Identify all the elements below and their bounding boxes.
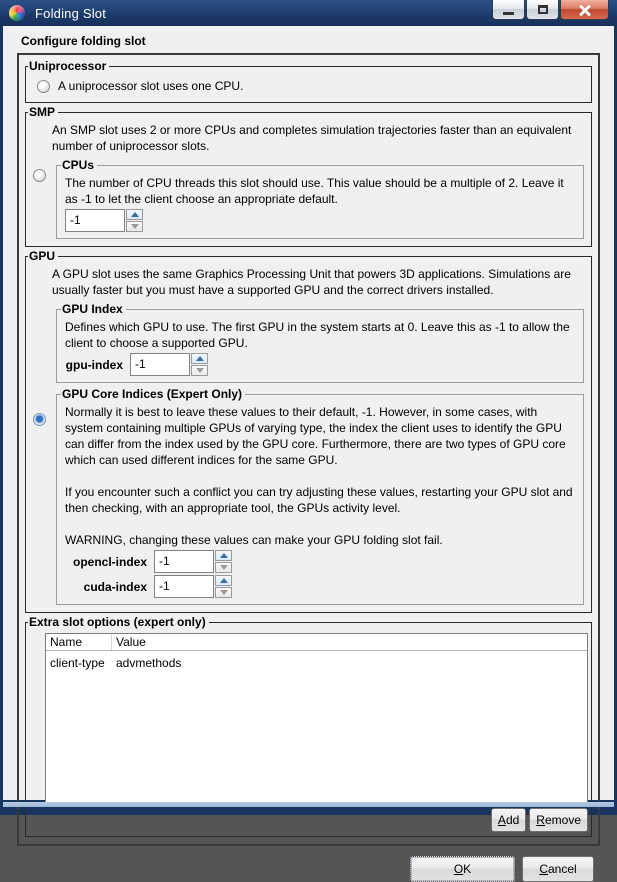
- cpus-subgroup: [56, 158, 584, 239]
- gpu-index-description: Defines which GPU to use. The first GPU in the system starts at 0. Leave this as -1 to allow the client to choose a supported GPU.: [65, 320, 570, 350]
- smp-radio[interactable]: [33, 169, 46, 182]
- uniprocessor-group: [25, 59, 592, 103]
- gpu-index-spinner: [130, 353, 208, 376]
- up-arrow-icon: [220, 578, 228, 583]
- option-value-cell[interactable]: advmethods: [116, 656, 182, 670]
- gpu-core-indices-subgroup-title: GPU Core Indices (Expert Only): [61, 387, 245, 401]
- remove-button[interactable]: R emove: [529, 808, 588, 832]
- opencl-spin-up-button[interactable]: [215, 550, 232, 561]
- uniprocessor-group-title: Uniprocessor: [28, 59, 109, 73]
- up-arrow-icon: [131, 212, 139, 217]
- up-arrow-icon: [196, 356, 204, 361]
- dialog-body: [3, 26, 614, 876]
- minimize-button[interactable]: [492, 0, 525, 20]
- cuda-spin-up-button[interactable]: [215, 575, 232, 586]
- down-arrow-icon: [196, 368, 204, 373]
- smp-group: [25, 105, 592, 247]
- uniprocessor-radio-label[interactable]: A uniprocessor slot uses one CPU.: [58, 79, 244, 93]
- cpus-spinner: [65, 209, 143, 232]
- cuda-spin-down-button[interactable]: [215, 587, 232, 598]
- gpu-index-subgroup: [56, 302, 584, 383]
- down-arrow-icon: [220, 565, 228, 570]
- add-button[interactable]: A dd: [491, 808, 526, 832]
- opencl-index-spinner-value[interactable]: -1: [154, 550, 214, 573]
- gpu-core-indices-paragraph-1: Normally it is best to leave these values to their default, -1. However, in some cases, with system containing multiple GPUs of varying type, the index the client uses to identify the GPU can differ from the index used by the GPU core. Furthermore, there are two types of GPU core which can used different indices for the same GPU.: [65, 405, 566, 467]
- opencl-index-label: opencl-index: [72, 554, 147, 569]
- configure-slot-panel: [17, 53, 600, 846]
- uniprocessor-radio[interactable]: [37, 80, 50, 93]
- gpu-group: [25, 249, 592, 613]
- gpu-core-indices-paragraph-2: If you encounter such a conflict you can try adjusting these values, restarting your GPU slot and then checking, with an appropriate tool, the GPUs activity level.: [65, 485, 573, 515]
- window-title: Folding Slot: [35, 5, 107, 21]
- down-arrow-icon: [220, 590, 228, 595]
- close-button[interactable]: [560, 0, 609, 20]
- cancel-button[interactable]: C ancel: [522, 856, 594, 882]
- cpus-spin-up-button[interactable]: [126, 209, 143, 220]
- gpu-index-label: gpu-index: [65, 357, 123, 372]
- gpu-description: A GPU slot uses the same Graphics Processing Unit that powers 3D applications. Simulations are usually faster but you must have a supported GPU and the correct drivers installed.: [52, 267, 571, 297]
- cuda-index-spinner-value[interactable]: -1: [154, 575, 214, 598]
- titlebar[interactable]: [0, 0, 617, 26]
- folding-at-home-app-icon: [9, 5, 25, 21]
- cpus-spinner-value[interactable]: -1: [65, 209, 125, 232]
- gpu-index-spinner-value[interactable]: -1: [130, 353, 190, 376]
- gpu-radio[interactable]: [33, 413, 46, 426]
- opencl-spin-down-button[interactable]: [215, 562, 232, 573]
- extra-options-group-title: Extra slot options (expert only): [28, 615, 209, 629]
- maximize-button[interactable]: [526, 0, 559, 20]
- gpu-index-spin-down-button[interactable]: [191, 365, 208, 376]
- option-name-cell[interactable]: client-type: [50, 656, 105, 670]
- cpus-description: The number of CPU threads this slot should use. This value should be a multiple of 2. Leave it as -1 to let the client choose an appropriate default.: [65, 176, 564, 206]
- up-arrow-icon: [220, 553, 228, 558]
- maximize-icon: [538, 5, 548, 14]
- window-controls: [492, 0, 609, 20]
- table-header-row: [46, 634, 587, 651]
- cuda-index-label: cuda-index: [83, 579, 147, 594]
- page-title: Configure folding slot: [21, 34, 146, 48]
- minimize-icon: [503, 12, 514, 15]
- column-header-name[interactable]: Name: [46, 634, 112, 650]
- dialog-footer: [17, 856, 600, 882]
- window-bottom-border: [3, 802, 614, 807]
- close-icon: [578, 4, 592, 16]
- extra-options-table[interactable]: [45, 633, 588, 805]
- gpu-core-indices-warning: WARNING, changing these values can make your GPU folding slot fail.: [65, 533, 443, 547]
- smp-group-title: SMP: [28, 105, 58, 119]
- gpu-index-spin-up-button[interactable]: [191, 353, 208, 364]
- cpus-spin-down-button[interactable]: [126, 221, 143, 232]
- down-arrow-icon: [131, 224, 139, 229]
- ok-button[interactable]: O K: [410, 856, 515, 882]
- opencl-index-spinner: [154, 550, 232, 573]
- gpu-core-indices-subgroup: [56, 387, 584, 605]
- table-row[interactable]: [46, 651, 587, 671]
- gpu-group-title: GPU: [28, 249, 58, 263]
- column-header-value[interactable]: Value: [116, 635, 146, 649]
- cpus-subgroup-title: CPUs: [61, 158, 97, 172]
- gpu-index-subgroup-title: GPU Index: [61, 302, 126, 316]
- cuda-index-spinner: [154, 575, 232, 598]
- smp-description: An SMP slot uses 2 or more CPUs and completes simulation trajectories faster than an equivalent number of uniprocessor slots.: [52, 123, 572, 153]
